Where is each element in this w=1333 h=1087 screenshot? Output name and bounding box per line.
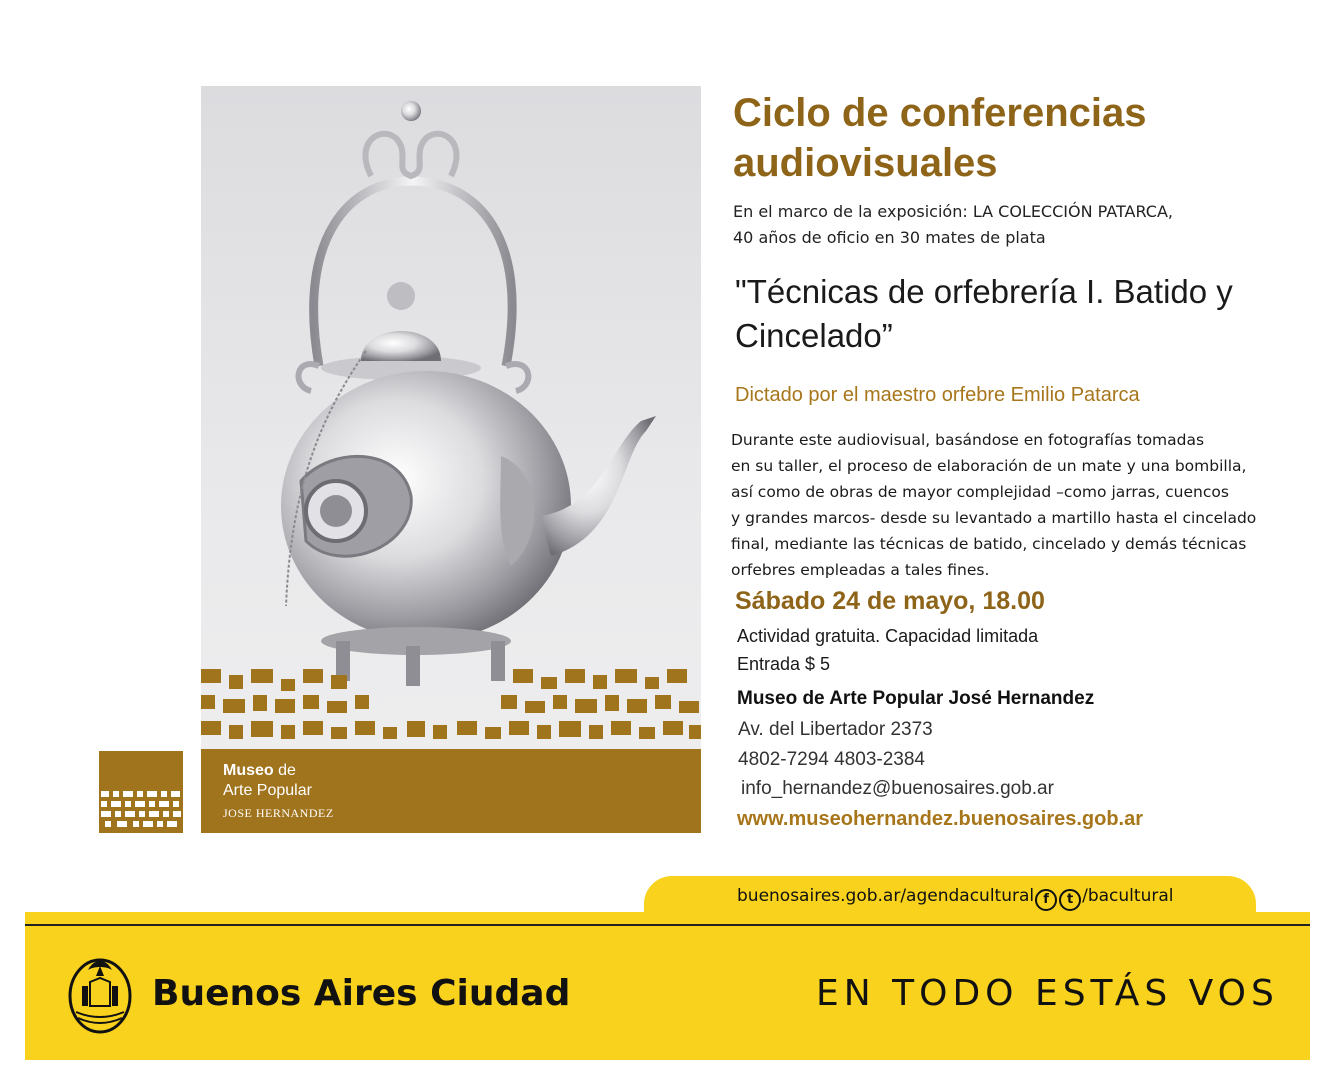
city-brand: Buenos Aires Ciudad bbox=[152, 973, 571, 1014]
event-description: Durante este audiovisual, basándose en fotografías tomadas en su taller, el proceso de elaboración de un mate y una bombilla, así como de obras de mayor complejidad –como jarras, cuencos y grandes marcos- desde su levantado a martillo hasta el cincelado final, mediante las técnicas de batido, cincelado y demás técnicas orfebres empleadas a tales fines. bbox=[731, 431, 1257, 579]
venue-name: Museo de Arte Popular José Hernandez bbox=[737, 688, 1095, 709]
venue-website-link[interactable]: www.museohernandez.buenosaires.gob.ar bbox=[737, 808, 1144, 830]
city-slogan: EN TODO ESTÁS VOS bbox=[816, 973, 1279, 1014]
agenda-link[interactable]: buenosaires.gob.ar/agendacultural bbox=[737, 886, 1035, 906]
agenda-links bbox=[737, 886, 1173, 911]
twitter-icon[interactable]: t bbox=[1059, 889, 1081, 911]
museum-logo-icon bbox=[99, 751, 183, 833]
event-date: Sábado 24 de mayo, 18.00 bbox=[735, 587, 1045, 615]
talk-title: "Técnicas de orfebrería I. Batido y Cincelado” bbox=[735, 273, 1233, 354]
venue-address: Av. del Libertador 2373 bbox=[738, 719, 933, 740]
footer-divider bbox=[25, 924, 1310, 926]
entry-price: Entrada $ 5 bbox=[737, 654, 831, 674]
venue-phones: 4802-7294 4803-2384 bbox=[738, 749, 926, 770]
poster-image bbox=[201, 86, 701, 833]
teapot-photo bbox=[201, 86, 701, 686]
pixel-pattern bbox=[201, 669, 701, 749]
poster-arte-popular: Arte Popular bbox=[223, 782, 312, 799]
venue-email[interactable]: info_hernandez@buenosaires.gob.ar bbox=[741, 778, 1054, 799]
speaker-line: Dictado por el maestro orfebre Emilio Patarca bbox=[735, 384, 1140, 406]
poster-museo-label: Museo de bbox=[223, 762, 296, 779]
poster-jose-hernandez: JOSE HERNANDEZ bbox=[223, 806, 334, 820]
exhibition-context: En el marco de la exposición: LA COLECCIÓN PATARCA, 40 años de oficio en 30 mates de plata bbox=[733, 202, 1173, 247]
coat-of-arms-icon bbox=[66, 952, 134, 1034]
bacultural-link[interactable]: /bacultural bbox=[1082, 886, 1174, 906]
free-activity-note: Actividad gratuita. Capacidad limitada bbox=[737, 626, 1039, 646]
event-title: Ciclo de conferencias audiovisuales bbox=[733, 91, 1147, 185]
facebook-icon[interactable]: f bbox=[1035, 889, 1057, 911]
